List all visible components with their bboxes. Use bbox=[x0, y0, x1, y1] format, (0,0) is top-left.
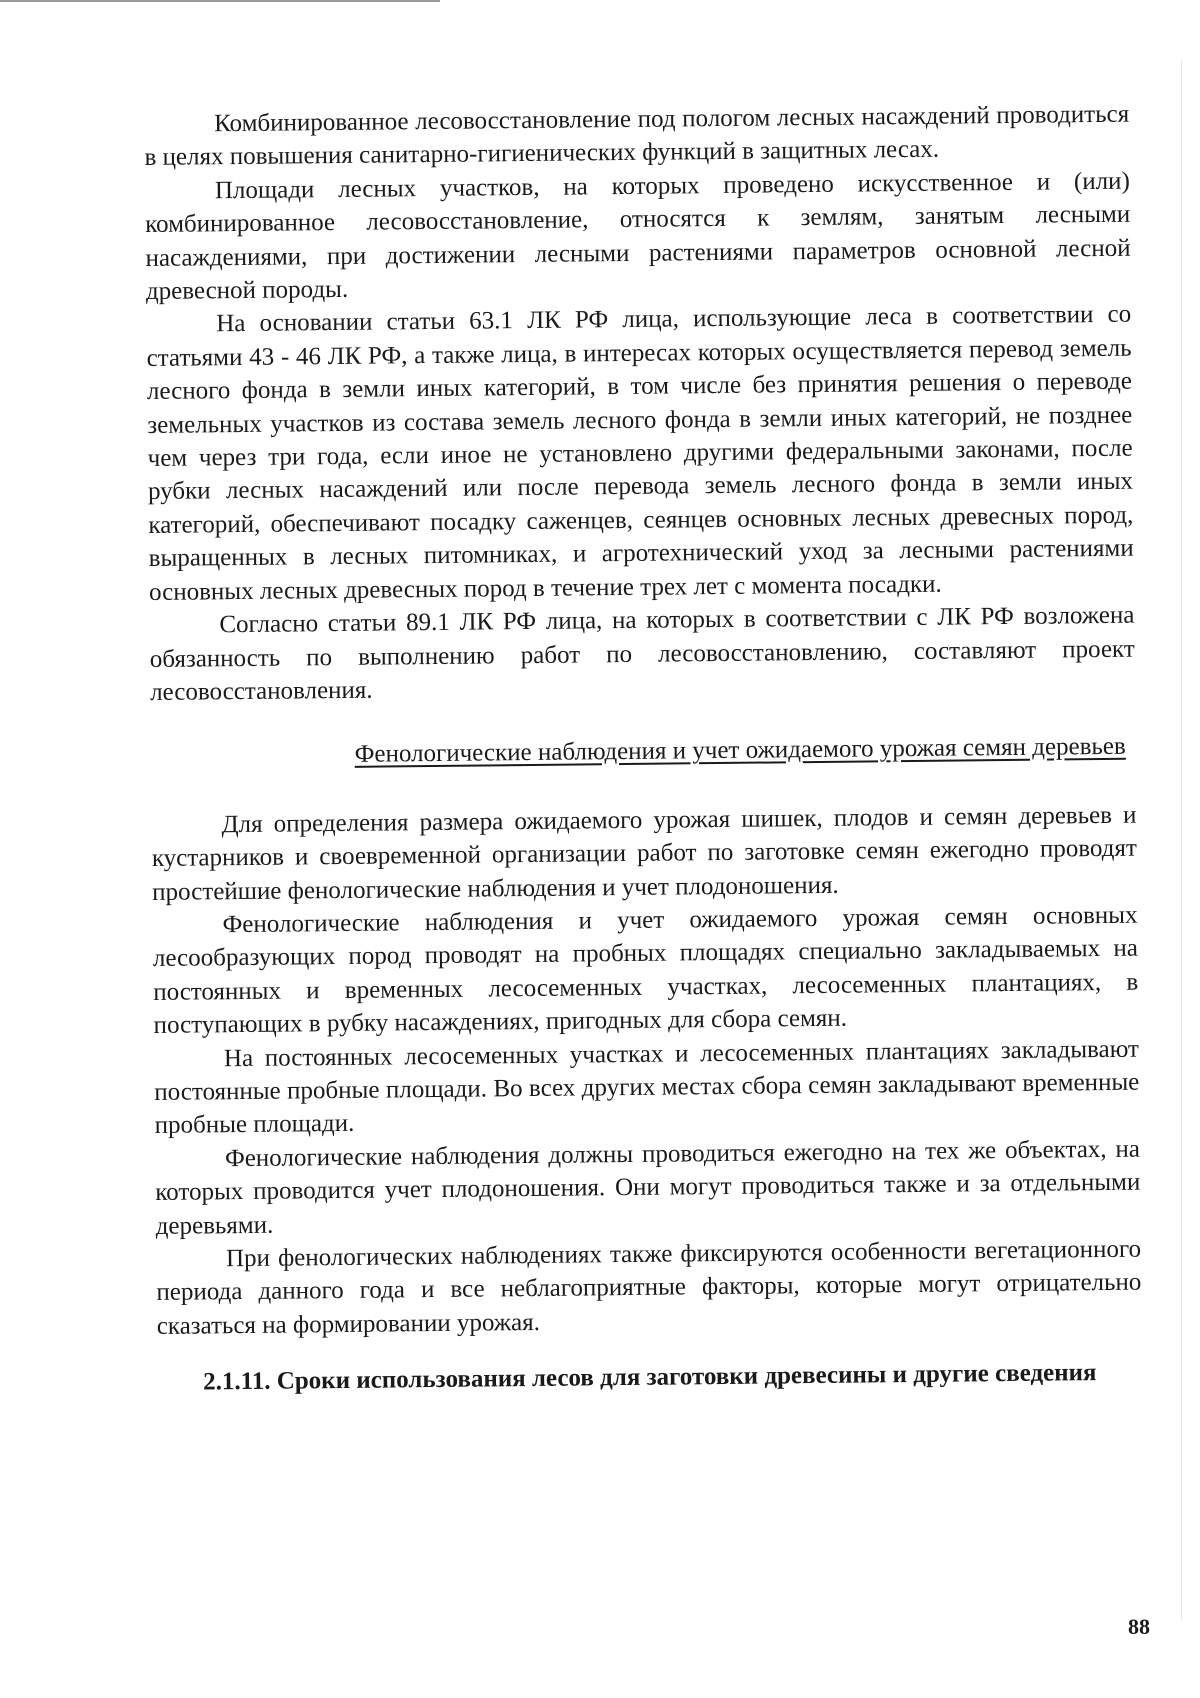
paragraph: Комбинированное лесовосстановление под пологом лесных насаждений проводиться в целях повышения санитарно-гигиенических функций в защитных лесах. bbox=[144, 100, 1130, 172]
paragraph: При фенологических наблюдениях также фиксируются особенности вегетационного периода данного года и все неблагоприятные факторы, которые могут отрицательно сказаться на формировании урожая. bbox=[156, 1235, 1142, 1340]
page-number: 88 bbox=[1128, 1614, 1150, 1639]
paragraph: На постоянных лесосеменных участках и лесосеменных плантациях закладывают постоянные пробные площади. Во всех других местах сбора семян закладывают временные пробные площади. bbox=[154, 1035, 1140, 1140]
paragraph: Фенологические наблюдения и учет ожидаемого урожая семян основных лесообразующих пород проводят на пробных площадях специально закладываемых на постоянных и временных лесосеменных участках, лесосеменных плантациях, в поступающих в рубку насаждениях, пригодных для сбора семян. bbox=[152, 901, 1139, 1040]
paragraph: Площади лесных участков, на которых проведено искусственное и (или) комбинированное лесовосстановление, относятся к землям, занятым лесными насаждениями, при достижении лесными растениями параметров основной лесной древесной породы. bbox=[145, 167, 1131, 306]
section-heading: 2.1.11. Сроки использования лесов для заготовки древесины и другие сведения bbox=[203, 1359, 1097, 1396]
paragraph: Согласно статьи 89.1 ЛК РФ лица, на которых в соответствии с ЛК РФ возложена обязанность по выполнению работ по лесовосстановлению, составляют проект лесовосстановления. bbox=[149, 601, 1135, 706]
document-body bbox=[144, 98, 1142, 1398]
section-subtitle: Фенологические наблюдения и учет ожидаемого урожая семян деревьев bbox=[354, 733, 1126, 769]
top-rule bbox=[0, 0, 440, 2]
paragraph: Фенологические наблюдения должны проводиться ежегодно на тех же объектах, на которых проводится учет плодоношения. Они могут проводиться также и за отдельными деревьями. bbox=[155, 1135, 1141, 1240]
scan-edge bbox=[1181, 60, 1182, 1620]
paragraph: Для определения размера ожидаемого урожая шишек, плодов и семян деревьев и кустарников и своевременной организации работ по заготовке семян ежегодно проводят простейшие фенологические наблюдения и учет плодоношения. bbox=[151, 801, 1137, 906]
paragraph: На основании статьи 63.1 ЛК РФ лица, использующие леса в соответствии со статьями 43 - 46 ЛК РФ, а также лица, в интересах которых осуществляется перевод земель лесного фонда в земли иных категорий, в том числе без принятия решения о переводе земельных участков из состава земель лесного фонда в земли иных категорий, не позднее чем через три года, если иное не установлено другими федеральными законами, после рубки лесных насаждений или после перевода земель лесного фонда в земли иных категорий, обеспечивают посадку саженцев, сеянцев основных лесных древесных пород, выращенных в лесных питомниках, и агротехнический уход за лесными растениями основных лесных древесных пород в течение трех лет с момента посадки. bbox=[146, 301, 1134, 606]
